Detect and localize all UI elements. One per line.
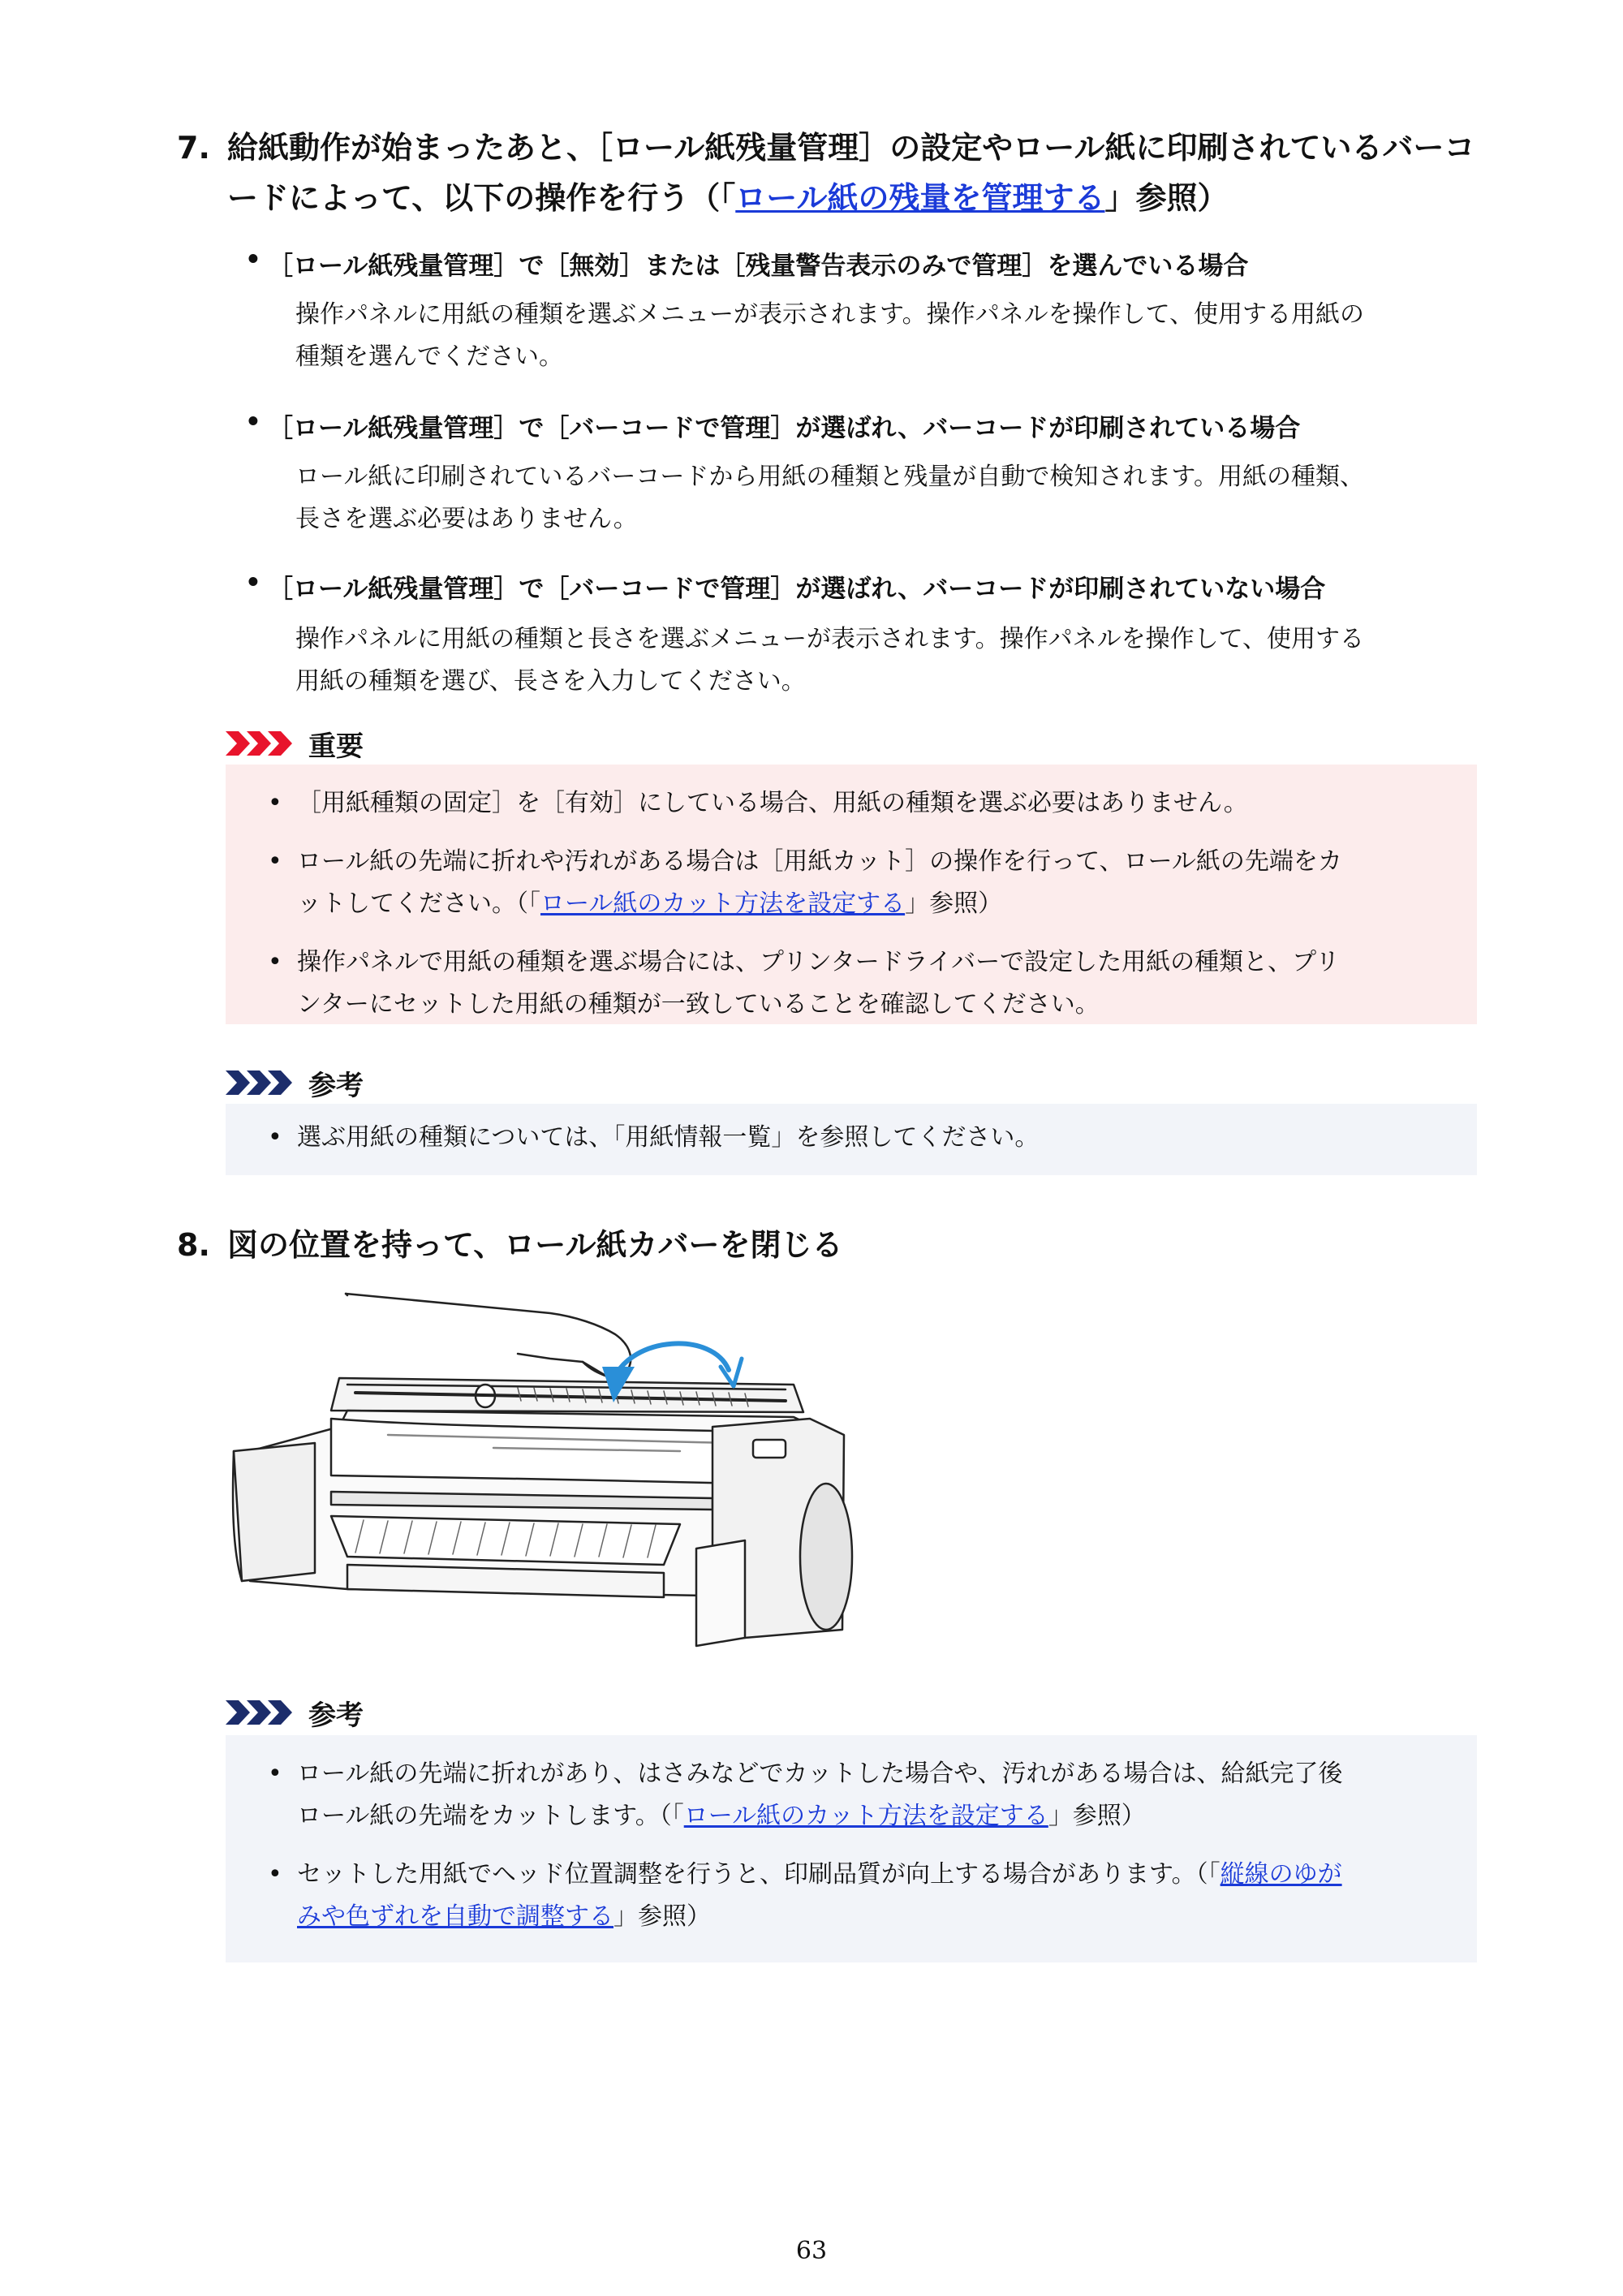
case-desc-3-line1: 操作パネルに用紙の種類と長さを選ぶメニューが表示されます。操作パネルを操作して、使用する <box>295 625 1364 653</box>
case-desc-1-line1: 操作パネルに用紙の種類を選ぶメニューが表示されます。操作パネルを操作して、使用する用紙の <box>295 300 1364 329</box>
note-2-item-1-line2-post: 」参照） <box>1048 1802 1146 1830</box>
note-2-item-2 <box>226 1854 1477 1938</box>
important-item-3 <box>226 941 1477 1026</box>
step-number: 7. <box>177 130 210 166</box>
step-7-line2-post: 」参照） <box>1104 180 1229 216</box>
step-number: 8. <box>177 1227 210 1263</box>
important-item-1 <box>226 782 1477 825</box>
note-1-item-1-text: 選ぶ用紙の種類については、「用紙情報一覧」を参照してください。 <box>297 1123 1040 1152</box>
printer-roll-cover-illustration <box>226 1289 859 1654</box>
important-item-2-line2-pre: ットしてください。（「 <box>297 890 540 918</box>
note-2-item-2-line1-pre: セットした用紙でヘッド位置調整を行うと、印刷品質が向上する場合があります。（「 <box>297 1860 1220 1889</box>
case-desc-2-line1: ロール紙に印刷されているバーコードから用紙の種類と残量が自動で検知されます。用紙の種類、 <box>295 463 1364 491</box>
important-item-1-text: ［用紙種類の固定］を［有効］にしている場合、用紙の種類を選ぶ必要はありません。 <box>297 789 1248 817</box>
important-item-2-line1: ロール紙の先端に折れや汚れがある場合は［用紙カット］の操作を行って、ロール紙の先端をカ <box>297 847 1342 876</box>
case-heading-3: • ［ロール紙残量管理］で［バーコードで管理］が選ばれ、バーコードが印刷されていない場合 <box>268 568 1325 605</box>
step-7-heading <box>177 123 1475 223</box>
case-desc-3-line2: 用紙の種類を選び、長さを入力してください。 <box>295 667 806 696</box>
step-7-line1: 給紙動作が始まったあと、［ロール紙残量管理］の設定やロール紙に印刷されているバーコ <box>227 130 1475 166</box>
note-1-title: 参考 <box>308 1069 364 1102</box>
note-box-2 <box>226 1735 1477 1962</box>
important-item-3-line2: ンターにセットした用紙の種類が一致していることを確認してください。 <box>297 990 1100 1019</box>
case-desc-3 <box>295 618 1480 703</box>
note-2-item-1-line1: ロール紙の先端に折れがあり、はさみなどでカットした場合や、汚れがある場合は、給紙完了後 <box>297 1760 1343 1788</box>
step-8-text: 図の位置を持って、ロール紙カバーを閉じる <box>227 1227 843 1263</box>
case-desc-2 <box>295 456 1480 541</box>
case-desc-1-line2: 種類を選んでください。 <box>295 342 563 371</box>
step-7-line2-pre: ードによって、以下の操作を行う（「 <box>227 180 736 216</box>
link-roll-cut-method[interactable]: ロール紙のカット方法を設定する <box>540 890 906 918</box>
case-desc-1 <box>295 294 1480 378</box>
note-2-item-1 <box>226 1753 1477 1837</box>
note-2-item-1-line2-pre: ロール紙の先端をカットします。（「 <box>297 1802 684 1830</box>
link-roll-cut-method-2[interactable]: ロール紙のカット方法を設定する <box>683 1802 1048 1830</box>
note-arrows-icon <box>226 1070 295 1095</box>
important-heading <box>226 726 364 761</box>
step-8-heading <box>177 1220 1475 1270</box>
important-arrows-icon <box>226 731 295 756</box>
note-heading-2 <box>226 1695 364 1730</box>
note-heading-1 <box>226 1065 364 1101</box>
link-manage-roll-remaining[interactable]: ロール紙の残量を管理する <box>735 180 1105 216</box>
note-1-item-1 <box>226 1117 1477 1159</box>
important-item-2-line2-post: 」参照） <box>905 890 1003 918</box>
note-arrows-icon <box>226 1700 295 1725</box>
case-desc-2-line2: 長さを選ぶ必要はありません。 <box>295 505 638 533</box>
link-auto-adjust-part1[interactable]: 縦線のゆが <box>1220 1860 1342 1889</box>
case-heading-1: • ［ロール紙残量管理］で［無効］または［残量警告表示のみで管理］を選んでいる場合 <box>268 245 1248 282</box>
important-item-3-line1: 操作パネルで用紙の種類を選ぶ場合には、プリンタードライバーで設定した用紙の種類と、プリ <box>297 948 1340 976</box>
note-2-title: 参考 <box>308 1699 364 1732</box>
important-title: 重要 <box>308 730 364 763</box>
page-number: 63 <box>795 2237 828 2265</box>
note-box-1 <box>226 1104 1477 1175</box>
important-item-2 <box>226 841 1477 925</box>
case-heading-2: • ［ロール紙残量管理］で［バーコードで管理］が選ばれ、バーコードが印刷されている場合 <box>268 407 1300 444</box>
link-auto-adjust-part2[interactable]: みや色ずれを自動で調整する <box>297 1902 613 1931</box>
important-box <box>226 765 1477 1024</box>
note-2-item-2-line2-post: 」参照） <box>613 1902 711 1931</box>
